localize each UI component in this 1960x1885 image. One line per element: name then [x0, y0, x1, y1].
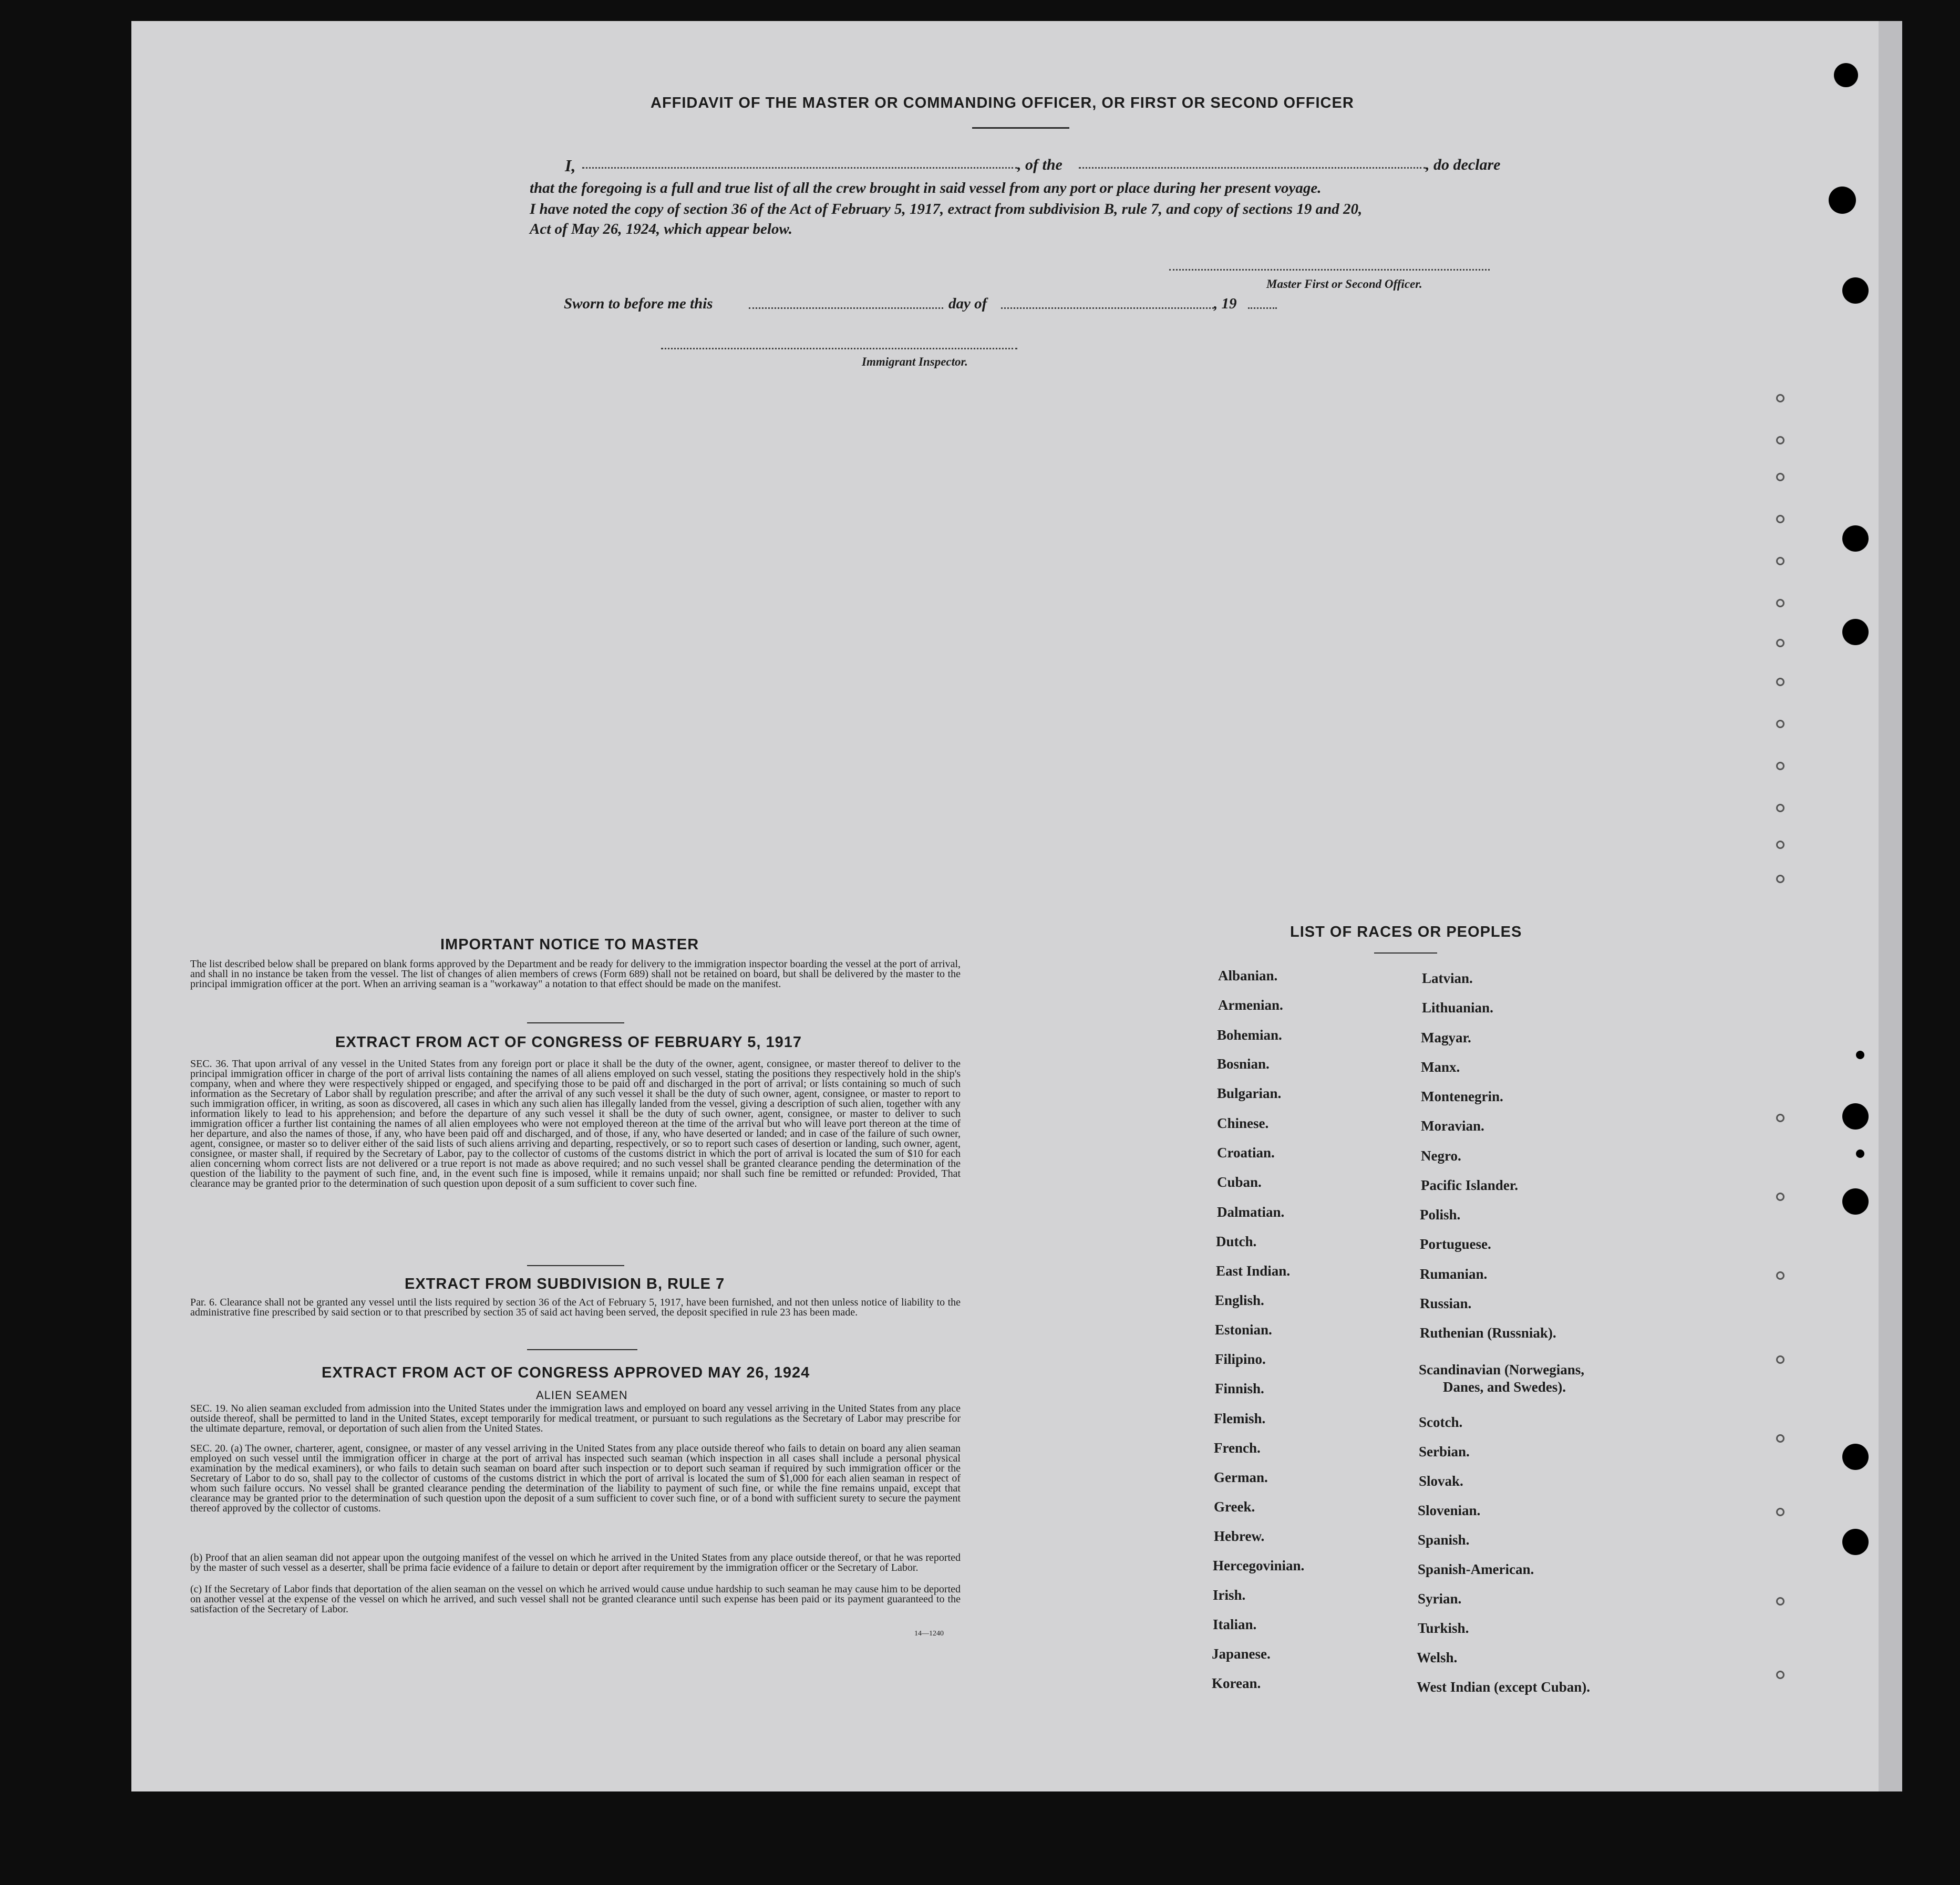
punch-hole	[1842, 1188, 1869, 1215]
margin-ring	[1776, 1671, 1784, 1679]
race-item: English.	[1215, 1292, 1264, 1308]
affidavit-i-label: I,	[565, 156, 576, 175]
sworn-day-field[interactable]	[749, 307, 943, 309]
margin-ring	[1776, 1434, 1784, 1443]
affidavit-line-3: I have noted the copy of section 36 of the Act of February 5, 1917, extract from subdivision B, rule 7, and copy of sections 19 and 20,	[530, 201, 1363, 218]
margin-ring	[1776, 557, 1784, 565]
race-item: Bosnian.	[1217, 1056, 1270, 1072]
race-item: Flemish.	[1214, 1411, 1266, 1426]
punch-hole	[1856, 1149, 1864, 1158]
punch-hole	[1842, 1529, 1869, 1555]
extract-1917-text: SEC. 36. That upon arrival of any vessel in the United States from any foreign port or place it shall be the duty of the owner, agent, consignee, or master thereof to deliver to the principal immigration officer in charge of the port of arrival lists containing the names of all aliens employed on such vessel, stating the positions they respectively hold in the ship's company, when and where they were respectively shipped or engaged, and specifying those to be paid off and discharged in the port of arrival; or lists containing so much of such information as the Secretary of Labor shall by regulation prescribe; and after the arrival of any such vessel it shall be the duty of such owner, agent, consignee, or master to report to such immigration officer, in writing, as soon as discovered, all cases in which any such alien has illegally landed from the vessel, giving a description of such alien, together with any information likely to lead to his apprehension; and before the departure of any such vessel it shall be the duty of such owner, agent, consignee, or master to deliver to such immigration officer a further list containing the names of all alien employees who were not employed thereon at the time of the arrival but who will leave port thereon at the time of her departure, and also the names of those, if any, who have been paid off and discharged, and of those, if any, who have deserted or landed; and in case of the failure of such owner, agent, consignee, or master so to deliver either of the said lists of such aliens arriving and departing, respectively, or so to report such cases of desertion or landing, such owner, agent, consignee, or master shall, if required by the Secretary of Labor, pay to the collector of customs of the customs district in which the port of arrival is located the sum of $10 for each alien concerning whom correct lists are not delivered or a true report is not made as above required; and no such vessel shall be granted clearance pending the determination of the question of the liability to the payment of such fine, and, in the event such fine is imposed, while it remains unpaid; nor shall such fine be remitted or refunded: Provided, That clearance may be granted prior to the determination of such question upon deposit of a sum sufficient to cover such fine.	[190, 1058, 961, 1189]
sec20b-text: (b) Proof that an alien seaman did not appear upon the outgoing manifest of the vessel on which he arrived in the United States from any place outside thereof, or that he was reported by the master of such vessel as a deserter, shall be prima facie evidence of a failure to detain or deport after requirement by the immigration officer or the Secretary of Labor.	[190, 1552, 961, 1573]
notice-title: IMPORTANT NOTICE TO MASTER	[440, 936, 699, 953]
extract-1924-subtitle: ALIEN SEAMEN	[536, 1389, 628, 1402]
sworn-month-field[interactable]	[1001, 307, 1214, 309]
extract-1917-rule	[527, 1265, 624, 1266]
form-sheet	[131, 21, 1902, 1791]
margin-ring	[1776, 1597, 1784, 1606]
margin-ring	[1776, 1355, 1784, 1364]
race-item: Turkish.	[1418, 1620, 1469, 1636]
race-item: Armenian.	[1218, 997, 1283, 1013]
rule7-title: EXTRACT FROM SUBDIVISION B, RULE 7	[405, 1276, 725, 1292]
punch-hole	[1842, 1444, 1869, 1470]
punch-hole	[1856, 1051, 1864, 1059]
race-item: Rumanian.	[1420, 1266, 1488, 1282]
sec19-text: SEC. 19. No alien seaman excluded from admission into the United States under the immigration laws and employed on board any vessel arriving in the United States from any place outside thereof, shall be permitted to land in the United States, except temporarily for medical treatment, or pursuant to such regulations as the Secretary of Labor may prescribe for the ultimate departure, removal, or deportation of such alien from the United States.	[190, 1403, 961, 1434]
race-item: Bulgarian.	[1217, 1085, 1282, 1101]
race-item: Italian.	[1213, 1617, 1257, 1632]
margin-ring	[1776, 639, 1784, 647]
margin-ring	[1776, 841, 1784, 849]
sworn-year-field[interactable]	[1248, 307, 1277, 309]
extract-1917-title: EXTRACT FROM ACT OF CONGRESS OF FEBRUARY 5, 1917	[335, 1034, 802, 1051]
race-item: Pacific Islander.	[1421, 1177, 1518, 1193]
rule7-text: Par. 6. Clearance shall not be granted any vessel until the lists required by section 36 of the Act of February 5, 1917, have been furnished, and not then unless notice of liability to the administrative fine prescribed by said section or to that prescribed by section 35 of said act having been served, the deposit specified in rule 23 has been made.	[190, 1297, 961, 1318]
race-item: Welsh.	[1417, 1650, 1458, 1665]
race-item: Spanish-American.	[1418, 1561, 1534, 1577]
margin-ring	[1776, 394, 1784, 402]
race-item: Estonian.	[1215, 1322, 1272, 1338]
race-item: Slovenian.	[1418, 1503, 1481, 1518]
punch-hole	[1842, 619, 1869, 645]
race-item: Hebrew.	[1214, 1528, 1265, 1544]
punch-hole	[1829, 187, 1856, 214]
race-item: Bohemian.	[1217, 1027, 1282, 1043]
race-item: Manx.	[1421, 1059, 1460, 1075]
sworn-label: Sworn to before me this	[564, 295, 713, 312]
race-item: Latvian.	[1422, 970, 1473, 986]
race-item: Syrian.	[1418, 1591, 1462, 1607]
margin-ring	[1776, 436, 1784, 444]
sec20c-text: (c) If the Secretary of Labor finds that deportation of the alien seaman on the vessel on which he arrived would cause undue hardship to such seaman he may cause him to be deported on another vessel at the expense of the vessel on which he arrived, and such vessel shall not be granted clearance until such expense has been paid or its payment guaranteed to the satisfaction of the Secretary of Labor.	[190, 1583, 961, 1615]
inspector-label: Immigrant Inspector.	[862, 355, 968, 368]
margin-ring	[1776, 599, 1784, 607]
race-item: Filipino.	[1215, 1351, 1266, 1367]
race-item: Greek.	[1214, 1499, 1255, 1515]
race-item: Ruthenian (Russniak).	[1420, 1325, 1556, 1341]
race-item: Japanese.	[1212, 1646, 1271, 1662]
affidavit-line-4: Act of May 26, 1924, which appear below.	[530, 221, 792, 237]
races-rule	[1374, 952, 1437, 954]
race-item: Portuguese.	[1420, 1236, 1491, 1252]
declarant-name-field[interactable]	[582, 167, 1017, 169]
race-item: Spanish.	[1418, 1532, 1470, 1548]
margin-ring	[1776, 1271, 1784, 1280]
race-item: Chinese.	[1217, 1115, 1269, 1131]
race-item: Negro.	[1421, 1148, 1461, 1164]
margin-ring	[1776, 1193, 1784, 1201]
race-item: Albanian.	[1218, 968, 1278, 983]
margin-ring	[1776, 762, 1784, 770]
race-item: Finnish.	[1215, 1381, 1264, 1396]
race-item: Montenegrin.	[1421, 1089, 1503, 1104]
races-title: LIST OF RACES OR PEOPLES	[1290, 924, 1522, 940]
race-item: Dalmatian.	[1217, 1204, 1285, 1220]
officer-signature-field[interactable]	[1169, 269, 1490, 271]
race-item: Hercegovinian.	[1213, 1558, 1305, 1573]
day-of-label: day of	[948, 295, 987, 312]
race-item: Serbian.	[1419, 1444, 1470, 1459]
race-item: Scandinavian (Norwegians,	[1419, 1362, 1585, 1378]
affidavit-title: AFFIDAVIT OF THE MASTER OR COMMANDING OFFICER, OR FIRST OR SECOND OFFICER	[651, 95, 1354, 111]
margin-ring	[1776, 1508, 1784, 1516]
race-item: Lithuanian.	[1422, 1000, 1493, 1016]
race-item: Slovak.	[1419, 1473, 1463, 1489]
officer-signature-label: Master First or Second Officer.	[1266, 277, 1422, 291]
extract-1924-title: EXTRACT FROM ACT OF CONGRESS APPROVED MAY 26, 1924	[322, 1364, 810, 1381]
punch-hole	[1842, 1103, 1869, 1130]
race-item: French.	[1214, 1440, 1261, 1456]
margin-ring	[1776, 1114, 1784, 1122]
margin-ring	[1776, 515, 1784, 523]
margin-ring	[1776, 875, 1784, 883]
race-item: Polish.	[1420, 1207, 1461, 1223]
vessel-name-field[interactable]	[1079, 167, 1426, 169]
race-item: Moravian.	[1421, 1118, 1484, 1134]
punch-hole	[1842, 277, 1869, 304]
punch-hole	[1842, 525, 1869, 552]
year-label: , 19	[1214, 295, 1237, 312]
race-item: Magyar.	[1421, 1030, 1471, 1045]
margin-ring	[1776, 473, 1784, 481]
margin-ring	[1776, 720, 1784, 728]
affidavit-declare-label: , do declare	[1426, 156, 1501, 173]
race-item-continued: Danes, and Swedes).	[1443, 1379, 1566, 1395]
punch-hole	[1834, 63, 1858, 87]
rule7-rule	[527, 1349, 637, 1350]
race-item: Dutch.	[1216, 1234, 1257, 1249]
margin-ring	[1776, 678, 1784, 686]
affidavit-of-the-label: , of the	[1017, 156, 1062, 173]
form-number: 14—1240	[914, 1630, 944, 1638]
inspector-signature-field[interactable]	[661, 348, 1017, 349]
margin-ring	[1776, 804, 1784, 812]
race-item: Korean.	[1212, 1675, 1261, 1691]
title-rule	[972, 127, 1069, 129]
race-item: Irish.	[1213, 1587, 1246, 1603]
race-item: German.	[1214, 1469, 1268, 1485]
race-item: Croatian.	[1217, 1145, 1275, 1161]
race-item: East Indian.	[1216, 1263, 1291, 1279]
notice-rule	[527, 1022, 624, 1023]
sec20a-text: SEC. 20. (a) The owner, charterer, agent, consignee, or master of any vessel arriving in the United States from any place outside thereof who fails to detain on board any alien seaman employed on such vessel until the immigration officer in charge at the port of arrival has inspected such seaman (which inspection in all cases shall include a personal physical examination by the medical examiners), or who fails to detain such seaman on board after such inspection or to deport such seaman if required by such immigration officer or the Secretary of Labor to do so, shall pay to the collector of customs of the customs district in which the port of arrival is located the sum of $1,000 for each alien seaman in respect of whom such failure occurs. No vessel shall be granted clearance pending the determination of the liability to payment of such fine, or while the fine remains unpaid, except that clearance may be granted prior to the determination of such question upon the deposit of a sum sufficient to cover such fine, or of a bond with sufficient surety to secure the payment thereof approved by the collector of customs.	[190, 1443, 961, 1514]
notice-text: The list described below shall be prepared on blank forms approved by the Department and be ready for delivery to the immigration inspector boarding the vessel at the port of arrival, and shall in no instance be taken from the vessel. The list of changes of alien members of crews (Form 689) shall not be retained on board, but shall be delivered by the master to the principal immigration officer at the port. When an arriving seaman is a "workaway" a notation to that effect should be made on the manifest.	[190, 958, 961, 990]
race-item: Scotch.	[1419, 1414, 1463, 1430]
affidavit-line-2: that the foregoing is a full and true list of all the crew brought in said vessel from any port or place during her present voyage.	[530, 180, 1322, 196]
race-item: Russian.	[1420, 1296, 1472, 1311]
sheet-edge	[1879, 21, 1902, 1791]
race-item: Cuban.	[1217, 1174, 1262, 1190]
race-item: West Indian (except Cuban).	[1417, 1679, 1591, 1695]
